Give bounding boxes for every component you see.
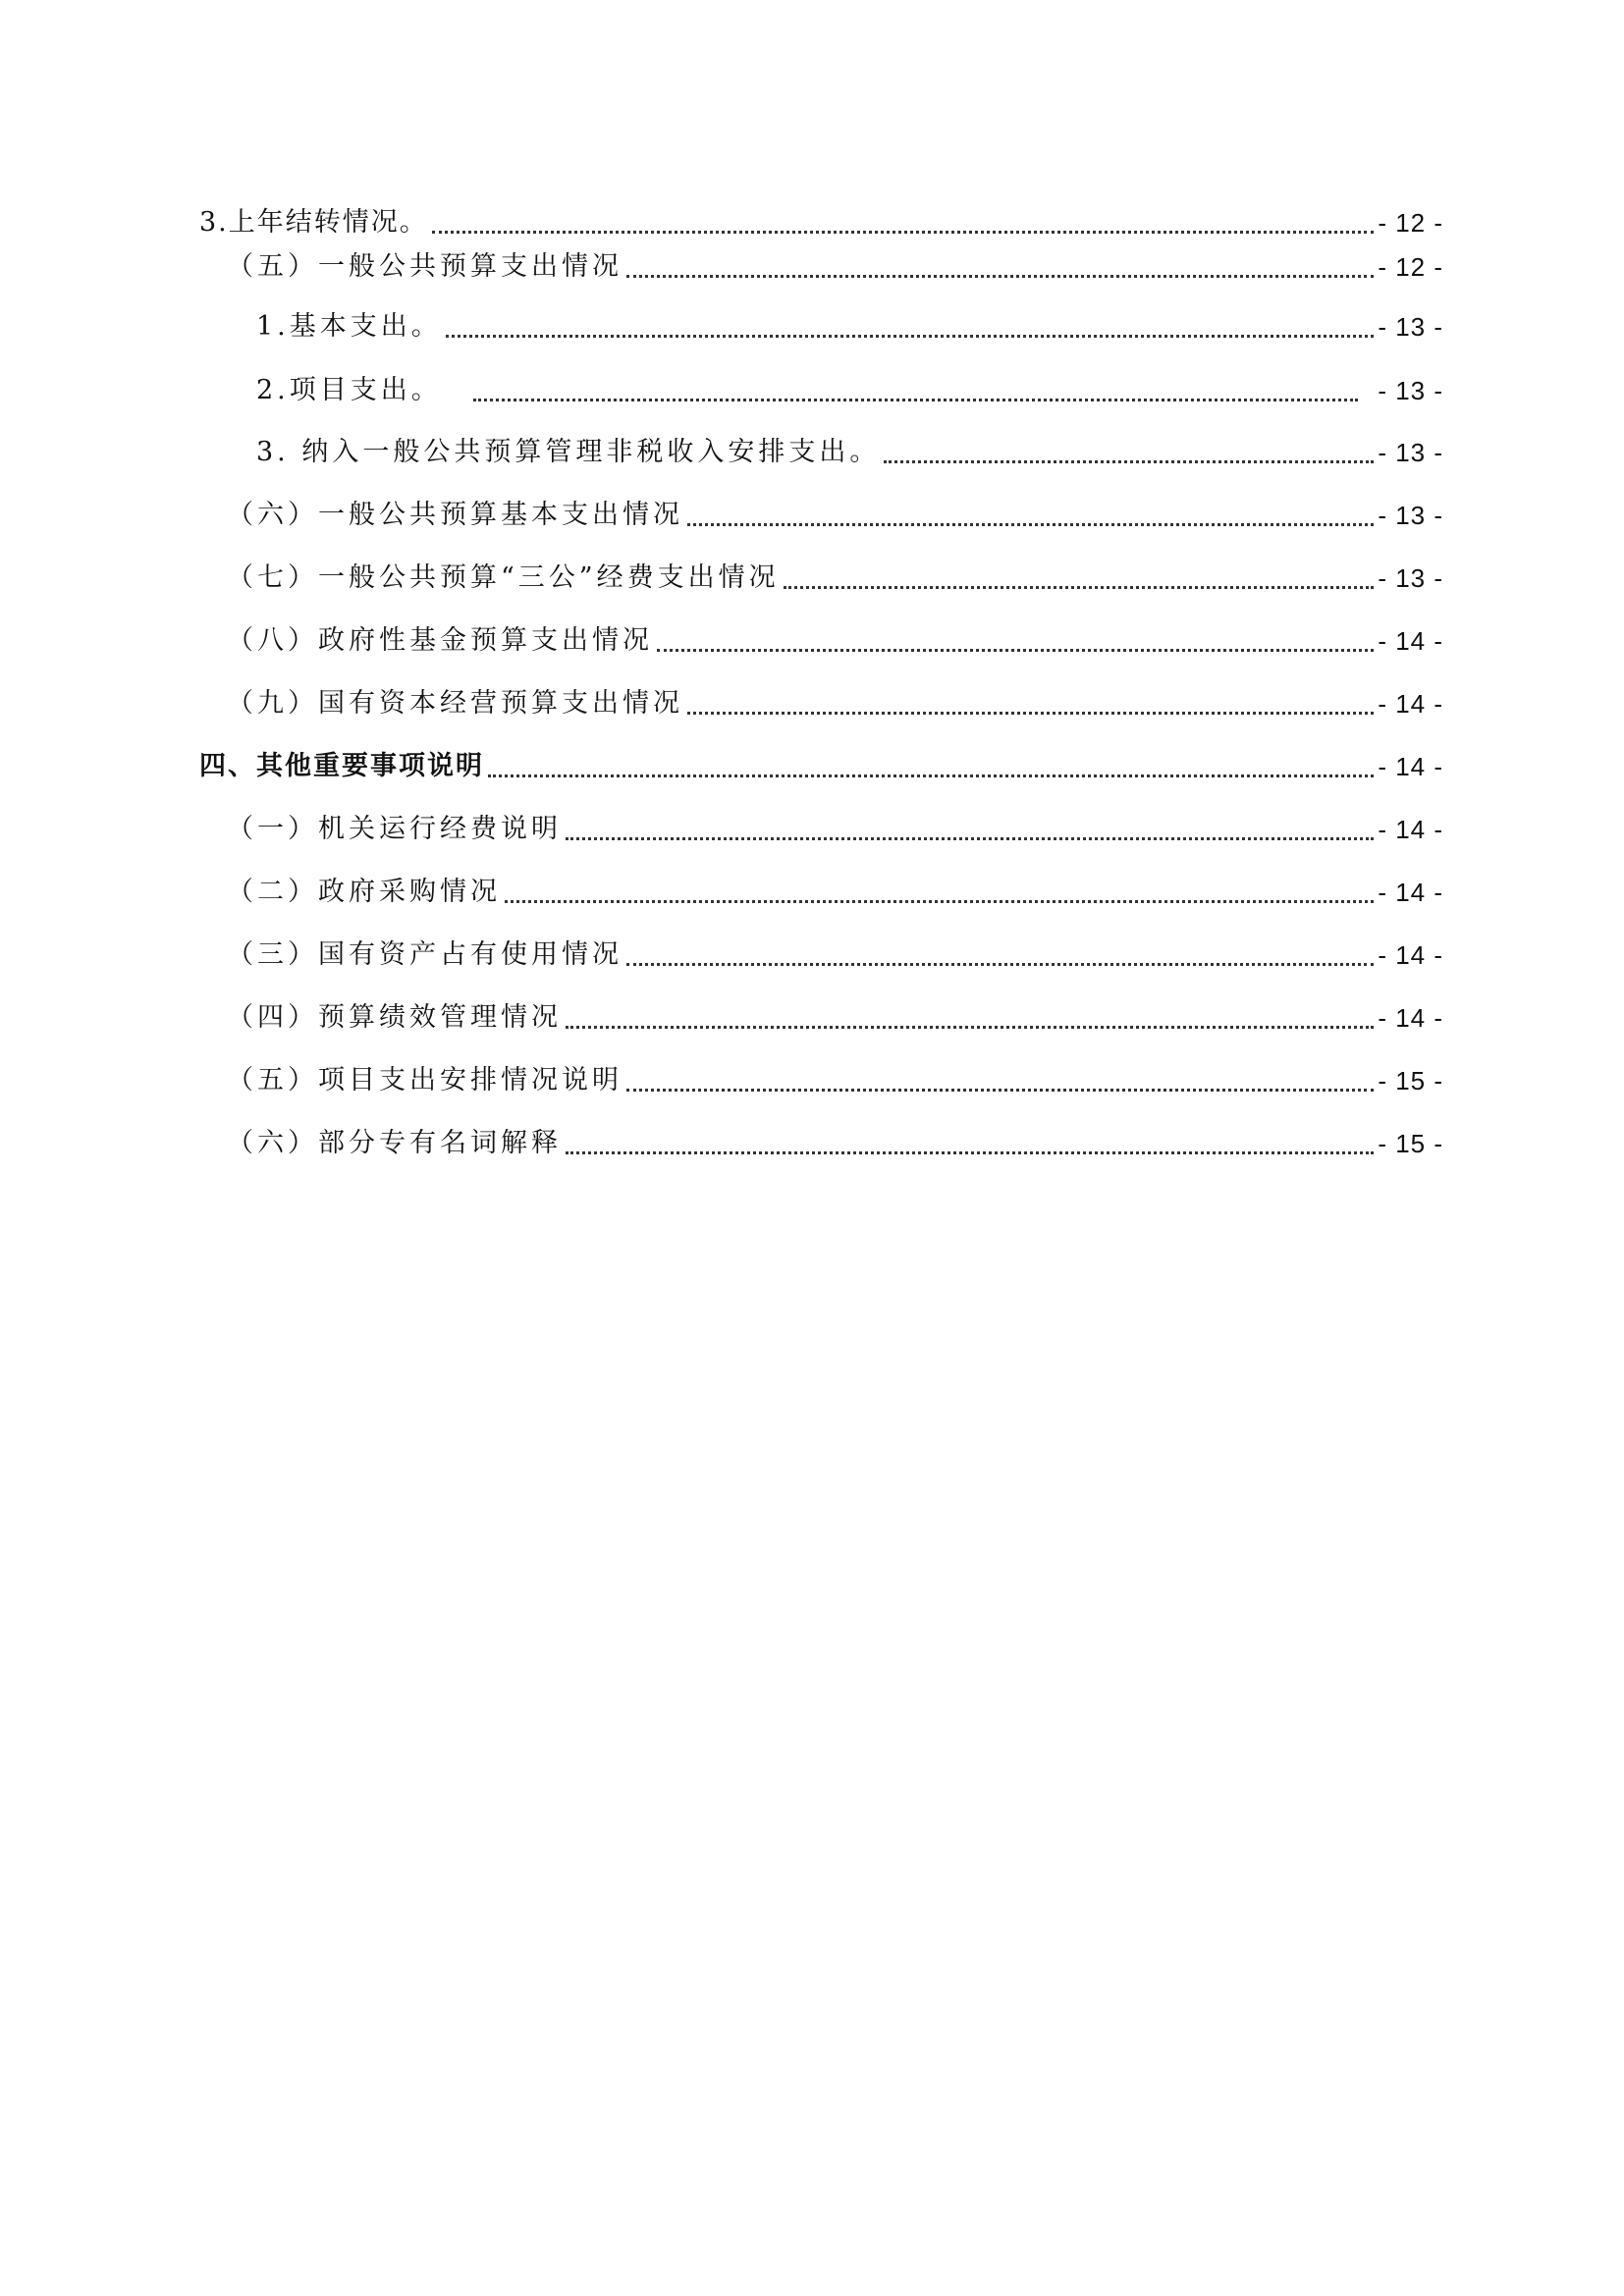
toc-entry[interactable] [199, 810, 1443, 849]
toc-page-number: - 14 - [1378, 1003, 1443, 1033]
toc-entry-title: （一）机关运行经费说明 [227, 814, 562, 844]
toc-leader-dots [784, 586, 1375, 589]
toc-page-number: - 14 - [1378, 752, 1443, 781]
toc-entry-title: （九）国有资本经营预算支出情况 [227, 688, 683, 719]
toc-entry-title: 2.项目支出。 [256, 375, 442, 405]
toc-page-number: - 13 - [1378, 376, 1443, 405]
toc-page-number: - 13 - [1378, 501, 1443, 530]
toc-entry-title: （六）一般公共预算基本支出情况 [227, 500, 683, 530]
toc-leader-dots [488, 774, 1374, 777]
toc-entry-title: 1.基本支出。 [256, 311, 442, 342]
toc-page-number: - 15 - [1378, 1066, 1443, 1095]
toc-leader-dots [687, 712, 1374, 715]
toc-entry[interactable] [199, 1061, 1443, 1100]
toc-entry[interactable] [199, 203, 1443, 242]
toc-entry[interactable] [199, 1124, 1443, 1163]
toc-leader-dots [657, 649, 1374, 652]
toc-entry-title: （二）政府采购情况 [227, 877, 501, 907]
toc-page-number: - 14 - [1378, 940, 1443, 970]
toc-page-number: - 13 - [1378, 438, 1443, 467]
toc-entry[interactable] [199, 371, 1443, 410]
toc-leader-dots [446, 335, 1375, 338]
toc-entry-title: 四、其他重要事项说明 [199, 751, 484, 781]
toc-leader-dots [626, 1089, 1374, 1092]
toc-entry[interactable] [199, 247, 1443, 287]
toc-leader-dots [505, 900, 1374, 903]
table-of-contents [199, 0, 1443, 2296]
toc-page-number: - 14 - [1378, 689, 1443, 719]
toc-entry-title: （四）预算绩效管理情况 [227, 1002, 562, 1033]
toc-entry-title: （七）一般公共预算“三公”经费支出情况 [227, 562, 780, 593]
toc-page-number: - 12 - [1378, 252, 1443, 282]
toc-leader-dots [432, 231, 1375, 234]
toc-entry[interactable] [199, 747, 1443, 786]
toc-leader-dots [566, 1151, 1374, 1154]
toc-page-number: - 14 - [1378, 878, 1443, 907]
toc-entry[interactable] [199, 621, 1443, 661]
toc-entry[interactable] [199, 559, 1443, 598]
toc-entry-title: 3. 纳入一般公共预算管理非税收入安排支出。 [256, 437, 881, 467]
toc-page-number: - 14 - [1378, 815, 1443, 844]
toc-entry[interactable] [199, 433, 1443, 472]
toc-entry-title: （六）部分专有名词解释 [227, 1128, 562, 1158]
toc-entry-title: 3.上年结转情况。 [199, 207, 428, 238]
toc-leader-dots [626, 275, 1374, 278]
toc-entry-title: （三）国有资产占有使用情况 [227, 939, 623, 970]
toc-page-number: - 14 - [1378, 626, 1443, 656]
toc-entry[interactable] [199, 684, 1443, 723]
toc-entry-title: （五）一般公共预算支出情况 [227, 251, 623, 282]
toc-entry[interactable] [199, 307, 1443, 347]
toc-leader-dots [566, 1026, 1374, 1029]
toc-entry[interactable] [199, 873, 1443, 912]
toc-entry[interactable] [199, 496, 1443, 535]
toc-entry[interactable] [199, 935, 1443, 975]
toc-page-number: - 12 - [1378, 208, 1443, 238]
toc-leader-dots [566, 837, 1374, 840]
toc-entry-title: （五）项目支出安排情况说明 [227, 1065, 623, 1095]
toc-entry[interactable] [199, 998, 1443, 1038]
toc-page-number: - 13 - [1378, 563, 1443, 593]
toc-leader-dots [473, 399, 1359, 401]
toc-leader-dots [626, 963, 1374, 966]
toc-entry-title: （八）政府性基金预算支出情况 [227, 625, 653, 656]
toc-leader-dots [884, 460, 1374, 463]
toc-page-number: - 15 - [1378, 1129, 1443, 1158]
toc-leader-dots [687, 523, 1374, 526]
toc-page-number: - 13 - [1378, 312, 1443, 342]
